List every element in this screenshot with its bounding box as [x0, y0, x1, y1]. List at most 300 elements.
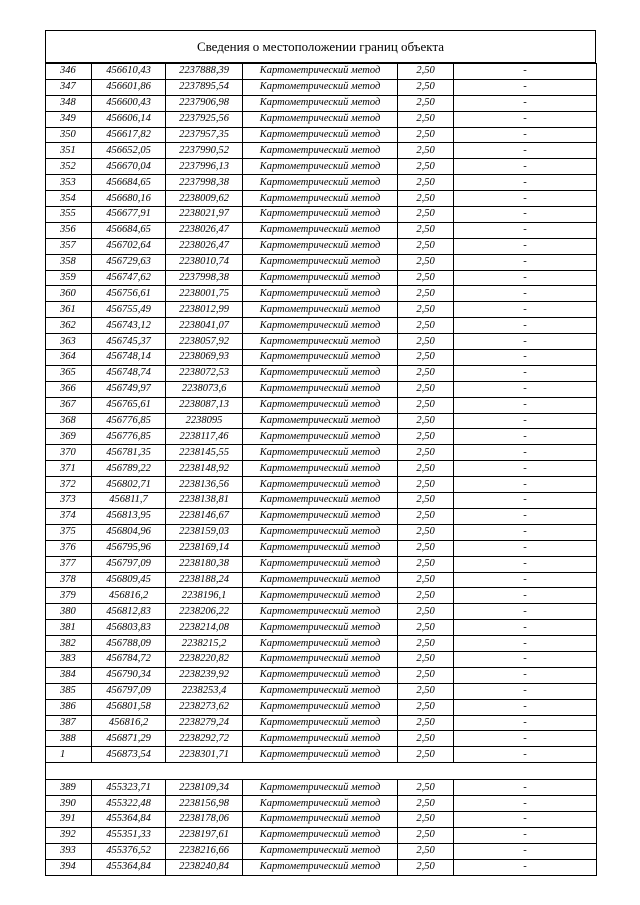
- coord-x-cell: 456756,61: [92, 286, 166, 302]
- coord-x-cell: 456789,22: [92, 461, 166, 477]
- point-number-cell: 375: [46, 524, 92, 540]
- description-cell: -: [454, 79, 597, 95]
- method-cell: Картометрический метод: [243, 254, 398, 270]
- description-cell: -: [454, 207, 597, 223]
- point-number-cell: 378: [46, 572, 92, 588]
- coord-x-cell: 456652,05: [92, 143, 166, 159]
- method-cell: Картометрический метод: [243, 222, 398, 238]
- coord-x-cell: 456680,16: [92, 191, 166, 207]
- table-row: [46, 254, 597, 270]
- table-row: [46, 508, 597, 524]
- coord-x-cell: 456748,74: [92, 365, 166, 381]
- description-cell: -: [454, 715, 597, 731]
- point-number-cell: 383: [46, 651, 92, 667]
- method-cell: Картометрический метод: [243, 827, 398, 843]
- accuracy-cell: 2,50: [398, 667, 454, 683]
- table-row: [46, 159, 597, 175]
- accuracy-cell: 2,50: [398, 350, 454, 366]
- table-row: [46, 715, 597, 731]
- description-cell: -: [454, 127, 597, 143]
- table-row: [46, 238, 597, 254]
- coord-x-cell: 456804,96: [92, 524, 166, 540]
- coord-y-cell: 2237998,38: [166, 270, 243, 286]
- method-cell: Картометрический метод: [243, 429, 398, 445]
- method-cell: Картометрический метод: [243, 667, 398, 683]
- table-row: [46, 127, 597, 143]
- method-cell: Картометрический метод: [243, 604, 398, 620]
- point-number-cell: 394: [46, 859, 92, 875]
- point-number-cell: 368: [46, 413, 92, 429]
- table-row: [46, 811, 597, 827]
- point-number-cell: 363: [46, 334, 92, 350]
- method-cell: Картометрический метод: [243, 636, 398, 652]
- table-row: [46, 651, 597, 667]
- accuracy-cell: 2,50: [398, 780, 454, 796]
- coord-x-cell: 456749,97: [92, 381, 166, 397]
- table-row: [46, 780, 597, 796]
- coord-y-cell: 2237990,52: [166, 143, 243, 159]
- point-number-cell: 390: [46, 796, 92, 812]
- point-number-cell: 376: [46, 540, 92, 556]
- table-body: [46, 64, 597, 876]
- accuracy-cell: 2,50: [398, 636, 454, 652]
- method-cell: Картометрический метод: [243, 556, 398, 572]
- accuracy-cell: 2,50: [398, 95, 454, 111]
- point-number-cell: 367: [46, 397, 92, 413]
- point-number-cell: 379: [46, 588, 92, 604]
- point-number-cell: 372: [46, 477, 92, 493]
- method-cell: Картометрический метод: [243, 397, 398, 413]
- coord-y-cell: 2238220,82: [166, 651, 243, 667]
- coord-x-cell: 456600,43: [92, 95, 166, 111]
- method-cell: Картометрический метод: [243, 508, 398, 524]
- description-cell: -: [454, 159, 597, 175]
- coord-x-cell: 456795,96: [92, 540, 166, 556]
- coord-x-cell: 456776,85: [92, 429, 166, 445]
- coord-x-cell: 456802,71: [92, 477, 166, 493]
- table-row: [46, 111, 597, 127]
- coord-y-cell: 2238215,2: [166, 636, 243, 652]
- method-cell: Картометрический метод: [243, 79, 398, 95]
- coord-y-cell: 2238138,81: [166, 493, 243, 509]
- table-row: [46, 413, 597, 429]
- method-cell: Картометрический метод: [243, 350, 398, 366]
- method-cell: Картометрический метод: [243, 381, 398, 397]
- coord-x-cell: 456797,09: [92, 683, 166, 699]
- coord-x-cell: 455323,71: [92, 780, 166, 796]
- point-number-cell: 370: [46, 445, 92, 461]
- method-cell: Картометрический метод: [243, 238, 398, 254]
- point-number-cell: 354: [46, 191, 92, 207]
- coord-y-cell: 2237996,13: [166, 159, 243, 175]
- point-number-cell: 349: [46, 111, 92, 127]
- method-cell: Картометрический метод: [243, 318, 398, 334]
- coord-y-cell: 2238026,47: [166, 238, 243, 254]
- table-row: [46, 397, 597, 413]
- description-cell: -: [454, 620, 597, 636]
- description-cell: -: [454, 222, 597, 238]
- description-cell: -: [454, 397, 597, 413]
- point-number-cell: 364: [46, 350, 92, 366]
- coord-y-cell: 2238156,98: [166, 796, 243, 812]
- coord-x-cell: 455364,84: [92, 859, 166, 875]
- accuracy-cell: 2,50: [398, 859, 454, 875]
- table-row: [46, 64, 597, 80]
- coord-y-cell: 2238169,14: [166, 540, 243, 556]
- table-row: [46, 699, 597, 715]
- coord-y-cell: 2238253,4: [166, 683, 243, 699]
- coord-x-cell: 456811,7: [92, 493, 166, 509]
- method-cell: Картометрический метод: [243, 699, 398, 715]
- description-cell: -: [454, 302, 597, 318]
- point-number-cell: 348: [46, 95, 92, 111]
- accuracy-cell: 2,50: [398, 175, 454, 191]
- description-cell: -: [454, 667, 597, 683]
- coord-x-cell: 456781,35: [92, 445, 166, 461]
- accuracy-cell: 2,50: [398, 731, 454, 747]
- description-cell: -: [454, 350, 597, 366]
- point-number-cell: 392: [46, 827, 92, 843]
- point-number-cell: 384: [46, 667, 92, 683]
- description-cell: -: [454, 477, 597, 493]
- table-row: [46, 588, 597, 604]
- method-cell: Картометрический метод: [243, 477, 398, 493]
- coord-y-cell: 2238117,46: [166, 429, 243, 445]
- point-number-cell: 381: [46, 620, 92, 636]
- description-cell: -: [454, 334, 597, 350]
- coord-y-cell: 2238009,62: [166, 191, 243, 207]
- coord-x-cell: 456797,09: [92, 556, 166, 572]
- point-number-cell: 365: [46, 365, 92, 381]
- description-cell: -: [454, 191, 597, 207]
- accuracy-cell: 2,50: [398, 381, 454, 397]
- description-cell: -: [454, 796, 597, 812]
- coord-x-cell: 456601,86: [92, 79, 166, 95]
- coord-y-cell: 2238178,06: [166, 811, 243, 827]
- accuracy-cell: 2,50: [398, 365, 454, 381]
- coord-x-cell: 455376,52: [92, 843, 166, 859]
- table-row: [46, 572, 597, 588]
- coord-y-cell: 2237895,54: [166, 79, 243, 95]
- point-number-cell: 1: [46, 747, 92, 763]
- table-row: [46, 683, 597, 699]
- coord-x-cell: 456670,04: [92, 159, 166, 175]
- description-cell: -: [454, 651, 597, 667]
- point-number-cell: 380: [46, 604, 92, 620]
- point-number-cell: 373: [46, 493, 92, 509]
- table-row: [46, 477, 597, 493]
- table-row: [46, 143, 597, 159]
- coord-y-cell: 2238197,61: [166, 827, 243, 843]
- method-cell: Картометрический метод: [243, 286, 398, 302]
- description-cell: -: [454, 365, 597, 381]
- coord-x-cell: 456743,12: [92, 318, 166, 334]
- coord-y-cell: 2238010,74: [166, 254, 243, 270]
- method-cell: Картометрический метод: [243, 334, 398, 350]
- method-cell: Картометрический метод: [243, 445, 398, 461]
- point-number-cell: 374: [46, 508, 92, 524]
- description-cell: -: [454, 143, 597, 159]
- point-number-cell: 353: [46, 175, 92, 191]
- coord-y-cell: 2238146,67: [166, 508, 243, 524]
- table-row: [46, 381, 597, 397]
- coord-y-cell: 2238001,75: [166, 286, 243, 302]
- coord-y-cell: 2238240,84: [166, 859, 243, 875]
- coord-y-cell: 2238012,99: [166, 302, 243, 318]
- point-number-cell: 391: [46, 811, 92, 827]
- coord-x-cell: 456776,85: [92, 413, 166, 429]
- method-cell: Картометрический метод: [243, 64, 398, 80]
- table-row: [46, 222, 597, 238]
- accuracy-cell: 2,50: [398, 397, 454, 413]
- table-row: [46, 859, 597, 875]
- coord-y-cell: 2238273,62: [166, 699, 243, 715]
- description-cell: -: [454, 508, 597, 524]
- accuracy-cell: 2,50: [398, 588, 454, 604]
- description-cell: -: [454, 270, 597, 286]
- description-cell: -: [454, 747, 597, 763]
- accuracy-cell: 2,50: [398, 683, 454, 699]
- point-number-cell: 393: [46, 843, 92, 859]
- coord-x-cell: 456617,82: [92, 127, 166, 143]
- method-cell: Картометрический метод: [243, 683, 398, 699]
- accuracy-cell: 2,50: [398, 843, 454, 859]
- method-cell: Картометрический метод: [243, 524, 398, 540]
- table-row: [46, 493, 597, 509]
- coord-x-cell: 456816,2: [92, 715, 166, 731]
- description-cell: -: [454, 780, 597, 796]
- coord-x-cell: 456809,45: [92, 572, 166, 588]
- coord-x-cell: 456702,64: [92, 238, 166, 254]
- coord-y-cell: 2238188,24: [166, 572, 243, 588]
- accuracy-cell: 2,50: [398, 620, 454, 636]
- method-cell: Картометрический метод: [243, 493, 398, 509]
- accuracy-cell: 2,50: [398, 604, 454, 620]
- accuracy-cell: 2,50: [398, 524, 454, 540]
- table-row: [46, 95, 597, 111]
- separator-cell: [46, 763, 597, 780]
- accuracy-cell: 2,50: [398, 747, 454, 763]
- point-number-cell: 377: [46, 556, 92, 572]
- coord-y-cell: 2238216,66: [166, 843, 243, 859]
- method-cell: Картометрический метод: [243, 747, 398, 763]
- coord-x-cell: 456747,62: [92, 270, 166, 286]
- accuracy-cell: 2,50: [398, 191, 454, 207]
- description-cell: -: [454, 381, 597, 397]
- accuracy-cell: 2,50: [398, 64, 454, 80]
- coord-x-cell: 456684,65: [92, 222, 166, 238]
- table-row: [46, 827, 597, 843]
- table-row: [46, 350, 597, 366]
- table-row: [46, 429, 597, 445]
- point-number-cell: 361: [46, 302, 92, 318]
- description-cell: -: [454, 636, 597, 652]
- coord-x-cell: 456812,83: [92, 604, 166, 620]
- point-number-cell: 389: [46, 780, 92, 796]
- table-row: [46, 286, 597, 302]
- table-row: [46, 302, 597, 318]
- point-number-cell: 387: [46, 715, 92, 731]
- method-cell: Картометрический метод: [243, 540, 398, 556]
- coord-y-cell: 2238073,6: [166, 381, 243, 397]
- description-cell: -: [454, 111, 597, 127]
- coord-y-cell: 2238301,71: [166, 747, 243, 763]
- description-cell: -: [454, 524, 597, 540]
- table-row: [46, 334, 597, 350]
- method-cell: Картометрический метод: [243, 731, 398, 747]
- table-row: [46, 620, 597, 636]
- description-cell: -: [454, 683, 597, 699]
- accuracy-cell: 2,50: [398, 79, 454, 95]
- coord-y-cell: 2237957,35: [166, 127, 243, 143]
- coord-y-cell: 2238069,93: [166, 350, 243, 366]
- coord-y-cell: 2238145,55: [166, 445, 243, 461]
- coord-x-cell: 456748,14: [92, 350, 166, 366]
- method-cell: Картометрический метод: [243, 175, 398, 191]
- boundary-table: [45, 63, 597, 876]
- accuracy-cell: 2,50: [398, 222, 454, 238]
- method-cell: Картометрический метод: [243, 95, 398, 111]
- method-cell: Картометрический метод: [243, 461, 398, 477]
- table-row: [46, 540, 597, 556]
- description-cell: -: [454, 318, 597, 334]
- description-cell: -: [454, 731, 597, 747]
- accuracy-cell: 2,50: [398, 796, 454, 812]
- table-row: [46, 270, 597, 286]
- method-cell: Картометрический метод: [243, 796, 398, 812]
- accuracy-cell: 2,50: [398, 286, 454, 302]
- coord-x-cell: 455322,48: [92, 796, 166, 812]
- accuracy-cell: 2,50: [398, 556, 454, 572]
- method-cell: Картометрический метод: [243, 159, 398, 175]
- table-row: [46, 731, 597, 747]
- coord-x-cell: 456755,49: [92, 302, 166, 318]
- coord-x-cell: 456790,34: [92, 667, 166, 683]
- coord-x-cell: 456784,72: [92, 651, 166, 667]
- accuracy-cell: 2,50: [398, 715, 454, 731]
- coord-y-cell: 2238072,53: [166, 365, 243, 381]
- description-cell: -: [454, 413, 597, 429]
- method-cell: Картометрический метод: [243, 302, 398, 318]
- coord-x-cell: 456677,91: [92, 207, 166, 223]
- description-cell: -: [454, 445, 597, 461]
- description-cell: -: [454, 493, 597, 509]
- point-number-cell: 362: [46, 318, 92, 334]
- coord-x-cell: 456729,63: [92, 254, 166, 270]
- point-number-cell: 359: [46, 270, 92, 286]
- coord-y-cell: 2237906,98: [166, 95, 243, 111]
- table-row: [46, 79, 597, 95]
- accuracy-cell: 2,50: [398, 651, 454, 667]
- table-row: [46, 556, 597, 572]
- coord-y-cell: 2238214,08: [166, 620, 243, 636]
- point-number-cell: 350: [46, 127, 92, 143]
- description-cell: -: [454, 175, 597, 191]
- method-cell: Картометрический метод: [243, 780, 398, 796]
- description-cell: -: [454, 588, 597, 604]
- description-cell: -: [454, 843, 597, 859]
- coord-x-cell: 456745,37: [92, 334, 166, 350]
- coord-y-cell: 2238159,03: [166, 524, 243, 540]
- description-cell: -: [454, 811, 597, 827]
- table-row: [46, 636, 597, 652]
- coord-x-cell: 456788,09: [92, 636, 166, 652]
- coord-y-cell: 2238279,24: [166, 715, 243, 731]
- coord-y-cell: 2238136,56: [166, 477, 243, 493]
- method-cell: Картометрический метод: [243, 843, 398, 859]
- point-number-cell: 351: [46, 143, 92, 159]
- coord-x-cell: 455351,33: [92, 827, 166, 843]
- method-cell: Картометрический метод: [243, 413, 398, 429]
- method-cell: Картометрический метод: [243, 588, 398, 604]
- accuracy-cell: 2,50: [398, 413, 454, 429]
- table-row: [46, 747, 597, 763]
- coord-x-cell: 455364,84: [92, 811, 166, 827]
- point-number-cell: 347: [46, 79, 92, 95]
- method-cell: Картометрический метод: [243, 127, 398, 143]
- coord-y-cell: 2238180,38: [166, 556, 243, 572]
- point-number-cell: 356: [46, 222, 92, 238]
- document-frame: [45, 30, 596, 876]
- accuracy-cell: 2,50: [398, 143, 454, 159]
- point-number-cell: 386: [46, 699, 92, 715]
- accuracy-cell: 2,50: [398, 127, 454, 143]
- point-number-cell: 358: [46, 254, 92, 270]
- accuracy-cell: 2,50: [398, 318, 454, 334]
- coord-x-cell: 456813,95: [92, 508, 166, 524]
- method-cell: Картометрический метод: [243, 191, 398, 207]
- point-number-cell: 357: [46, 238, 92, 254]
- accuracy-cell: 2,50: [398, 207, 454, 223]
- description-cell: -: [454, 429, 597, 445]
- table-row: [46, 461, 597, 477]
- coord-y-cell: 2238026,47: [166, 222, 243, 238]
- point-number-cell: 355: [46, 207, 92, 223]
- method-cell: Картометрический метод: [243, 365, 398, 381]
- accuracy-cell: 2,50: [398, 477, 454, 493]
- accuracy-cell: 2,50: [398, 429, 454, 445]
- description-cell: -: [454, 64, 597, 80]
- point-number-cell: 360: [46, 286, 92, 302]
- description-cell: -: [454, 572, 597, 588]
- coord-y-cell: 2238239,92: [166, 667, 243, 683]
- coord-y-cell: 2238057,92: [166, 334, 243, 350]
- method-cell: Картометрический метод: [243, 572, 398, 588]
- point-number-cell: 382: [46, 636, 92, 652]
- coord-y-cell: 2238148,92: [166, 461, 243, 477]
- method-cell: Картометрический метод: [243, 111, 398, 127]
- table-row: [46, 843, 597, 859]
- table-row: [46, 365, 597, 381]
- group-separator-row: [46, 763, 597, 780]
- coord-y-cell: 2238292,72: [166, 731, 243, 747]
- coord-y-cell: 2237998,38: [166, 175, 243, 191]
- description-cell: -: [454, 859, 597, 875]
- method-cell: Картометрический метод: [243, 143, 398, 159]
- description-cell: -: [454, 254, 597, 270]
- description-cell: -: [454, 699, 597, 715]
- accuracy-cell: 2,50: [398, 159, 454, 175]
- table-title: Сведения о местоположении границ объекта: [45, 30, 596, 63]
- coord-y-cell: 2237925,56: [166, 111, 243, 127]
- description-cell: -: [454, 238, 597, 254]
- accuracy-cell: 2,50: [398, 493, 454, 509]
- table-row: [46, 796, 597, 812]
- accuracy-cell: 2,50: [398, 334, 454, 350]
- coord-y-cell: 2238041,07: [166, 318, 243, 334]
- coord-x-cell: 456873,54: [92, 747, 166, 763]
- accuracy-cell: 2,50: [398, 508, 454, 524]
